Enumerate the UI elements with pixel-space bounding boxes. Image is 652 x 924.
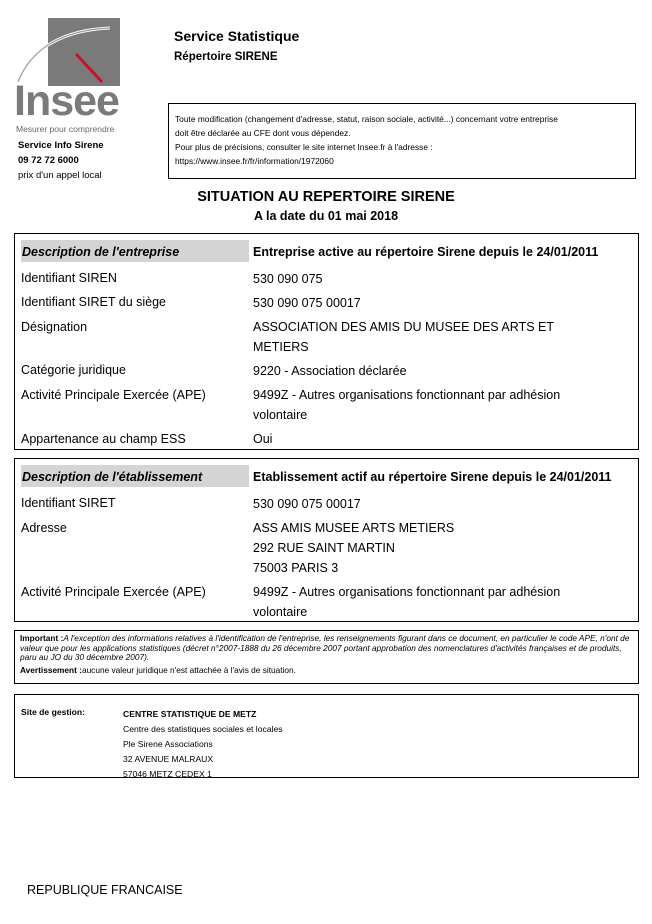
field-value: [253, 317, 633, 357]
header-subtitle: Répertoire SIRENE: [174, 51, 278, 63]
warning-label: Avertissement :: [20, 664, 82, 675]
situation-date: A la date du 01 mai 2018: [253, 209, 399, 223]
logo-word: Insee: [14, 77, 119, 125]
notice-url: https://www.insee.fr/fr/information/1972060: [175, 156, 334, 166]
site-line: Ple Sirene Associations: [123, 739, 213, 749]
value-line: 9499Z - Autres organisations fonctionnant par adhésion: [253, 585, 561, 599]
field-value: 530 090 075 00017: [253, 296, 361, 310]
etablissement-heading: Description de l'établissement: [21, 465, 249, 487]
field-label: Identifiant SIRET: [21, 496, 116, 510]
insee-logo-mark-icon: [14, 16, 122, 86]
important-box: [14, 630, 639, 684]
entreprise-heading: Description de l'entreprise: [21, 240, 249, 262]
site-gestion-box: [14, 694, 639, 778]
field-label: Identifiant SIRET du siège: [21, 295, 166, 309]
notice-line: Toute modification (changement d'adresse, statut, raison sociale, activité...) concernant votre entreprise: [175, 114, 558, 124]
etablissement-section: [14, 458, 639, 622]
field-value: 9220 - Association déclarée: [253, 364, 407, 378]
notice-box: [168, 103, 636, 179]
important-text: A l'exception des informations relatives à l'identification de l'entreprise, les renseignements figurant dans ce document, en particulier le code APE, n'ont de valeur que pour les applications statistiques (décret n°2007-1888 du 26 décembre 2007 portant approbation des nomenclatures d'activités françaises et de produits, paru au JO du 30 décembre 2007).: [20, 633, 630, 662]
field-label: Adresse: [21, 521, 67, 535]
field-value: [253, 385, 633, 425]
field-label: Activité Principale Exercée (APE): [21, 585, 206, 599]
field-label: Catégorie juridique: [21, 363, 126, 377]
value-line: volontaire: [253, 605, 308, 619]
value-line: 9499Z - Autres organisations fonctionnant par adhésion: [253, 388, 561, 402]
etablissement-status: Etablissement actif au répertoire Sirene depuis le 24/01/2011: [253, 470, 612, 484]
notice-line: doit être déclarée au CFE dont vous dépendez.: [175, 128, 351, 138]
field-label: Appartenance au champ ESS: [21, 432, 186, 446]
field-value: [253, 518, 633, 578]
entreprise-status: Entreprise active au répertoire Sirene depuis le 24/01/2011: [253, 245, 599, 259]
value-line: 75003 PARIS 3: [253, 561, 339, 575]
service-info-title: Service Info Sirene: [18, 140, 104, 151]
value-line: volontaire: [253, 408, 308, 422]
field-value: Oui: [253, 432, 273, 446]
field-label: Identifiant SIREN: [21, 271, 117, 285]
value-line: METIERS: [253, 340, 309, 354]
value-line: ASSOCIATION DES AMIS DU MUSEE DES ARTS ET: [253, 320, 554, 334]
field-value: [253, 582, 633, 622]
value-line: ASS AMIS MUSEE ARTS METIERS: [253, 521, 455, 535]
warning-paragraph: [20, 666, 632, 676]
field-value: 530 090 075: [253, 272, 323, 286]
warning-text: aucune valeur juridique n'est attachée à l'avis de situation.: [81, 664, 296, 675]
value-line: 292 RUE SAINT MARTIN: [253, 541, 395, 555]
situation-title: SITUATION AU REPERTOIRE SIRENE: [197, 189, 455, 205]
field-label: Activité Principale Exercée (APE): [21, 388, 206, 402]
entreprise-section: [14, 233, 639, 450]
footer-text: REPUBLIQUE FRANCAISE: [27, 883, 183, 897]
important-label: Important :: [20, 633, 64, 643]
important-paragraph: [20, 634, 632, 663]
notice-line: Pour plus de précisions, consulter le site internet Insee.fr à l'adresse :: [175, 142, 433, 152]
site-address: [123, 707, 283, 782]
site-line: CENTRE STATISTIQUE DE METZ: [123, 709, 257, 719]
site-line: 57046 METZ CEDEX 1: [123, 769, 212, 779]
site-line: Centre des statistiques sociales et locales: [123, 724, 283, 734]
insee-logo: [14, 16, 122, 136]
service-info-note: prix d'un appel local: [18, 170, 102, 181]
field-label: Désignation: [21, 320, 88, 334]
header-title: Service Statistique: [174, 28, 300, 44]
field-value: 530 090 075 00017: [253, 497, 361, 511]
site-label: Site de gestion:: [21, 707, 85, 717]
logo-tagline: Mesurer pour comprendre: [16, 124, 115, 134]
service-info-phone: 09 72 72 6000: [18, 155, 79, 166]
site-line: 32 AVENUE MALRAUX: [123, 754, 214, 764]
